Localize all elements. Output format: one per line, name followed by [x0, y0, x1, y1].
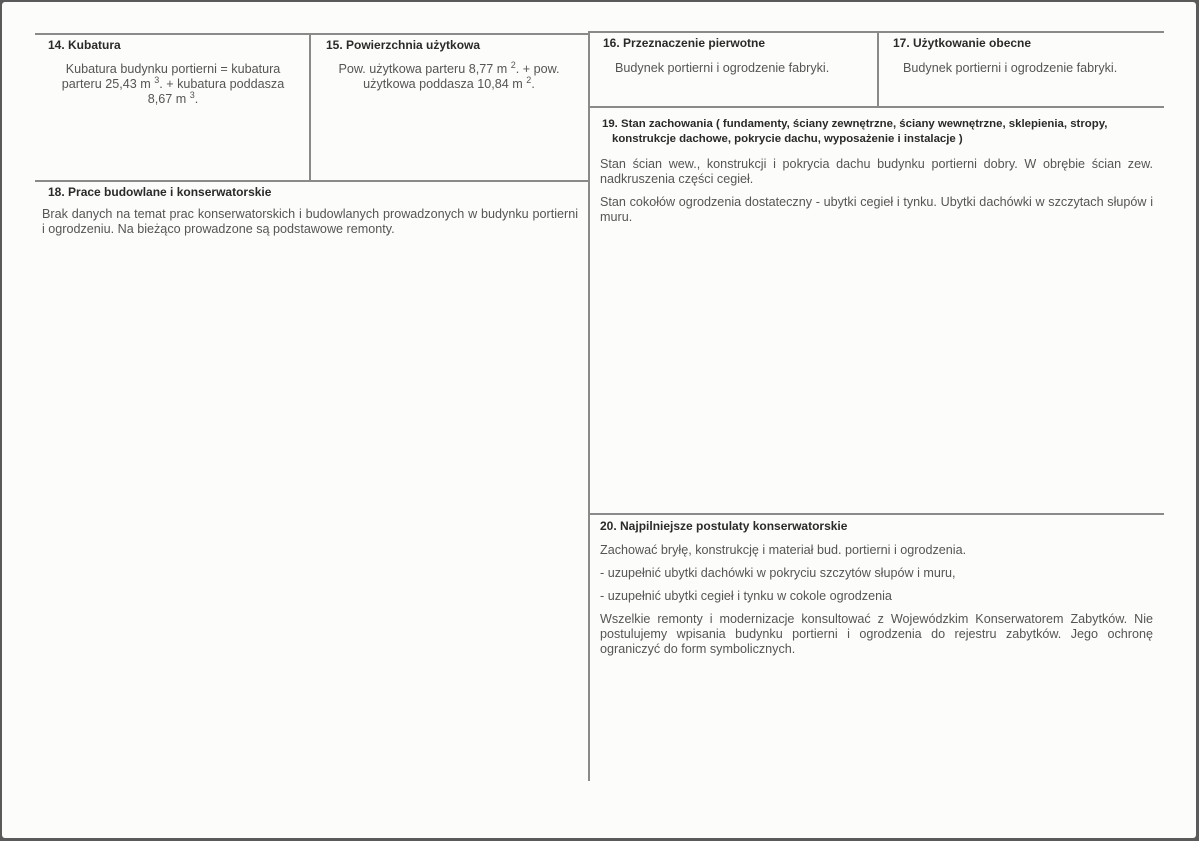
- superscript: 3: [154, 74, 160, 85]
- section-text: [42, 62, 304, 107]
- section-title: [600, 117, 1153, 147]
- section-uzytkowanie: [893, 36, 1161, 76]
- rule-top-left: [35, 33, 590, 35]
- text-line: .: [194, 92, 199, 106]
- text-line: parteru 25,43 m: [61, 77, 155, 91]
- section-title: 15. Powierzchnia użytkowa: [326, 38, 481, 52]
- section-title: 17. Użytkowanie obecne: [893, 36, 1032, 50]
- rule-above-18: [35, 180, 590, 182]
- title-line: konstrukcje dachowe, pokrycie dachu, wyposażenie i instalacje ): [612, 133, 963, 145]
- text-line: . + pow.: [515, 62, 560, 76]
- section-title: 14. Kubatura: [48, 38, 121, 52]
- section-stan-zachowania: [600, 117, 1153, 225]
- section-paragraph: Stan ścian wew., konstrukcji i pokrycia dachu budynku portierni dobry. W obrębie ścian zew. nadkruszenia części cegieł.: [600, 157, 1153, 186]
- section-text: [316, 59, 582, 92]
- title-line: 19. Stan zachowania ( fundamenty, ściany zewnętrzne, ściany wewnętrzne, sklepienia, stropy,: [602, 118, 1108, 130]
- text-line: .: [531, 77, 535, 91]
- section-paragraph: Zachować bryłę, konstrukcję i materiał bud. portierni i ogrodzenia.: [600, 543, 967, 557]
- section-title: 18. Prace budowlane i konserwatorskie: [48, 185, 272, 199]
- section-powierzchnia: [326, 38, 584, 92]
- section-postulaty: [600, 519, 1153, 657]
- superscript: 2: [526, 74, 532, 85]
- rule-top-right: [588, 31, 1164, 33]
- rule-col-14-15: [309, 33, 311, 181]
- section-title: 16. Przeznaczenie pierwotne: [603, 36, 766, 50]
- rule-col-16-17: [877, 31, 879, 107]
- section-paragraph: - uzupełnić ubytki dachówki w pokryciu szczytów słupów i muru,: [600, 566, 956, 580]
- text-line: użytkowa poddasza 10,84 m: [363, 77, 527, 91]
- section-przeznaczenie: [603, 36, 871, 76]
- section-paragraph: Stan cokołów ogrodzenia dostateczny - ubytki cegieł i tynku. Ubytki dachówki w szczytach słupów i muru.: [600, 195, 1153, 224]
- text-line: . + kubatura poddasza: [159, 77, 285, 91]
- section-paragraph: - uzupełnić ubytki cegieł i tynku w cokole ogrodzenia: [600, 589, 892, 603]
- section-title: 20. Najpilniejsze postulaty konserwatorskie: [600, 519, 848, 533]
- section-text: Budynek portierni i ogrodzenie fabryki.: [615, 61, 830, 75]
- rule-below-16-17: [588, 106, 1164, 108]
- section-prace: [42, 185, 578, 237]
- text-line: 8,67 m: [147, 92, 190, 106]
- text-line: Kubatura budynku portierni = kubatura: [65, 62, 281, 76]
- record-card: [2, 2, 1196, 838]
- section-kubatura: [48, 38, 298, 107]
- section-text: Budynek portierni i ogrodzenie fabryki.: [903, 61, 1118, 75]
- rule-center: [588, 31, 590, 781]
- superscript: 3: [189, 89, 195, 100]
- rule-above-20: [588, 513, 1164, 515]
- text-line: Pow. użytkowa parteru 8,77 m: [338, 62, 511, 76]
- superscript: 2: [510, 59, 516, 70]
- section-text: Brak danych na temat prac konserwatorskich i budowlanych prowadzonych w budynku portierni i ogrodzeniu. Na bieżąco prowadzone są podstawowe remonty.: [42, 207, 578, 236]
- section-paragraph: Wszelkie remonty i modernizacje konsultować z Wojewódzkim Konserwatorem Zabytków. Nie postulujemy wpisania budynku portierni i ogrodzenia do rejestru zabytków. Jego ochronę ograniczyć do form symbolicznych.: [600, 612, 1153, 656]
